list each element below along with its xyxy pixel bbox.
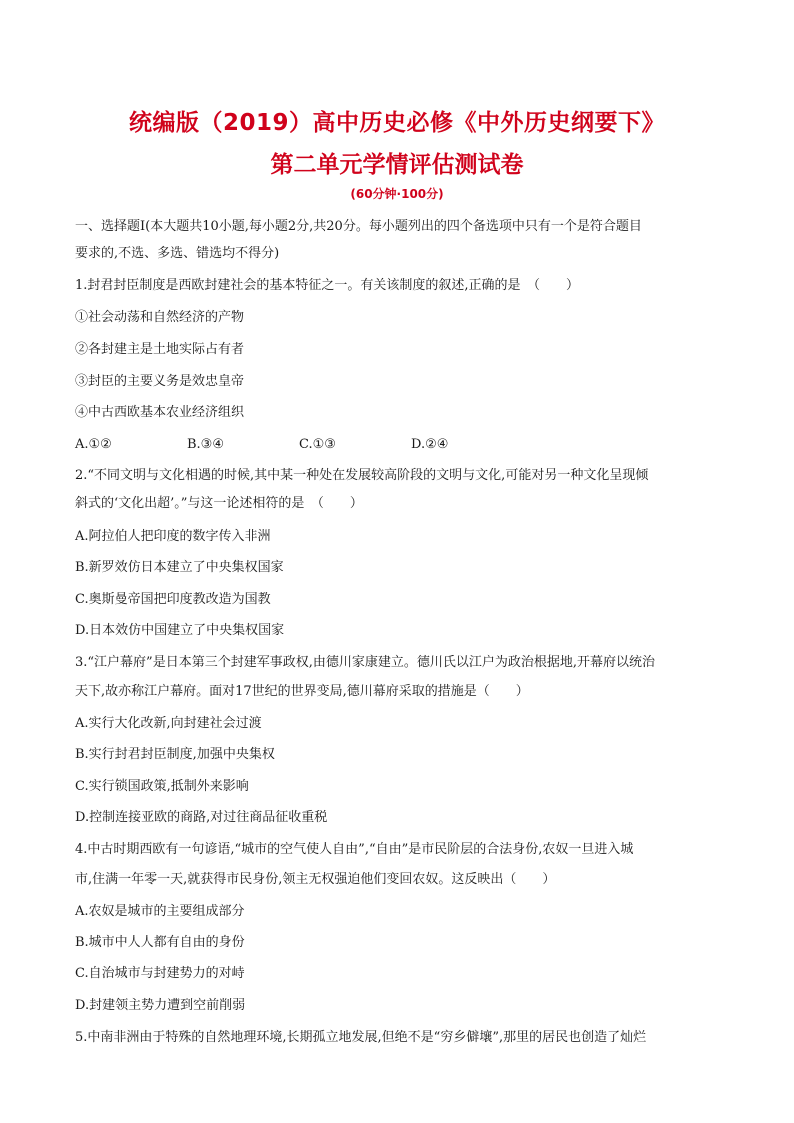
question-1-option-b: B.③④ xyxy=(187,437,224,452)
question-5-stem-line1: 5.中南非洲由于特殊的自然地理环境,长期孤立地发展,但绝不是“穷乡僻壤”,那里的居民也创造了灿烂 xyxy=(75,1030,647,1045)
question-4-option-b: B.城市中人人都有自由的身份 xyxy=(75,935,245,950)
question-4-stem-line1: 4.中古时期西欧有一句谚语,“城市的空气使人自由”,“自由”是市民阶层的合法身份,农奴一旦进入城 xyxy=(75,842,634,857)
question-4-option-a: A.农奴是城市的主要组成部分 xyxy=(75,904,245,919)
exam-duration-score: (60分钟·100分) xyxy=(350,187,444,201)
question-1-statement-1: ①社会动荡和自然经济的产物 xyxy=(75,310,245,325)
section-instruction-line2: 要求的,不选、多选、错选均不得分) xyxy=(75,246,280,261)
section-instruction-line1: 一、选择题Ⅰ(本大题共10小题,每小题2分,共20分。每小题列出的四个备选项中只有一个是符合题目 xyxy=(75,219,642,234)
exam-title-line1: 统编版（2019）高中历史必修《中外历史纲要下》 xyxy=(128,110,665,136)
question-1-option-a: A.①② xyxy=(75,437,112,452)
question-2-option-d: D.日本效仿中国建立了中央集权国家 xyxy=(75,623,285,638)
question-1-statement-4: ④中古西欧基本农业经济组织 xyxy=(75,405,245,420)
question-2-option-a: A.阿拉伯人把印度的数字传入非洲 xyxy=(75,529,271,544)
exam-title-line2: 第二单元学情评估测试卷 xyxy=(270,152,524,178)
question-1-option-c: C.①③ xyxy=(299,437,336,452)
question-3-stem-line1: 3.“江户幕府”是日本第三个封建军事政权,由德川家康建立。德川氏以江户为政治根据地,开幕府以统治 xyxy=(75,655,655,670)
question-2-option-b: B.新罗效仿日本建立了中央集权国家 xyxy=(75,560,284,575)
question-3-option-c: C.实行锁国政策,抵制外来影响 xyxy=(75,779,249,794)
question-3-option-a: A.实行大化改新,向封建社会过渡 xyxy=(75,716,262,731)
question-4-stem-line2: 市,住满一年零一天,就获得市民身份,领主无权强迫他们变回农奴。这反映出（ ） xyxy=(75,872,556,887)
question-1-stem: 1.封君封臣制度是西欧封建社会的基本特征之一。有关该制度的叙述,正确的是 （ ） xyxy=(75,278,580,293)
question-3-option-b: B.实行封君封臣制度,加强中央集权 xyxy=(75,747,275,762)
question-4-option-d: D.封建领主势力遭到空前削弱 xyxy=(75,998,246,1013)
question-1-statement-2: ②各封建主是土地实际占有者 xyxy=(75,342,245,357)
question-4-option-c: C.自治城市与封建势力的对峙 xyxy=(75,966,245,981)
question-3-stem-line2: 天下,故亦称江户幕府。面对17世纪的世界变局,德川幕府采取的措施是（ ） xyxy=(75,684,529,699)
question-2-stem-line2: 斜式的‘文化出超’。”与这一论述相符的是 （ ） xyxy=(75,496,363,511)
question-1-statement-3: ③封臣的主要义务是效忠皇帝 xyxy=(75,374,245,389)
question-2-stem-line1: 2.“不同文明与文化相遇的时候,其中某一种处在发展较高阶段的文明与文化,可能对另一种文化呈现倾 xyxy=(75,468,649,483)
question-2-option-c: C.奥斯曼帝国把印度教改造为国教 xyxy=(75,592,271,607)
question-3-option-d: D.控制连接亚欧的商路,对过往商品征收重税 xyxy=(75,810,328,825)
question-1-option-d: D.②④ xyxy=(411,437,449,452)
